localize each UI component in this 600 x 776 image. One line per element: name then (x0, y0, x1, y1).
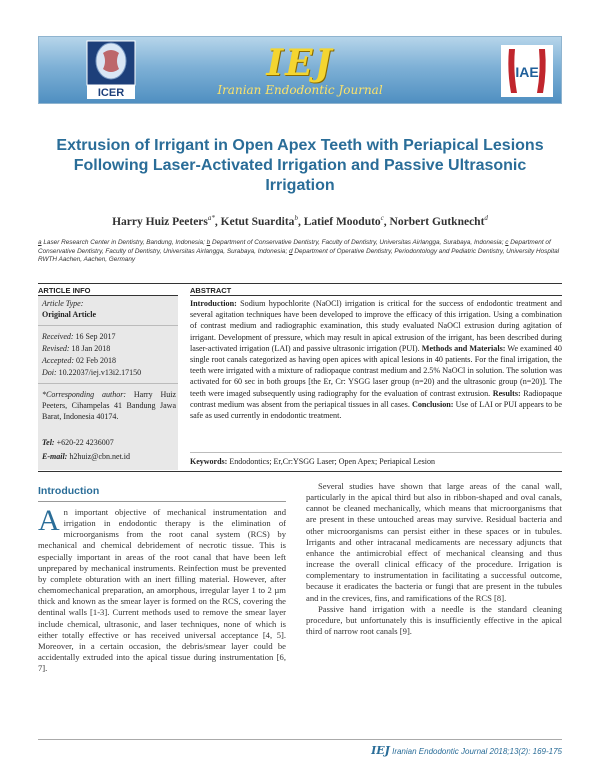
author-list: Harry Huiz Peeters$^{a*}$, Ketut Suardita$^b$, Latief Mooduto$^c$, Norbert Gutknecht$^d$ (112, 214, 488, 228)
divider (38, 471, 562, 472)
affiliation: Department of Conservative Dentistry, Faculty of Dentistry, Universitas Airlangga, Surabaya, Indonesia; (38, 239, 551, 255)
divider (38, 501, 286, 502)
affiliation: Laser Research Center in Dentistry, Bandung, Indonesia; (43, 239, 205, 246)
paragraph: Passive hand irrigation with a needle is the standard cleaning procedure, but unfortunately this is insufficiently effective in the apical third of narrow root canals [9]. (306, 603, 562, 637)
corresponding-address: Harry Huiz Peeters, Cihampelas 41 Bandung Jawa Barat, Indonesia 40174. (42, 390, 176, 421)
abstract-heading: ABSTRACT (190, 286, 232, 295)
affiliation: Department of Conservative Dentistry, Faculty of Dentistry, Universitas Airlangga, Surabaya, Indonesia; (211, 239, 504, 246)
drop-cap: A (38, 504, 60, 537)
article-info-panel: Article Type: Original Article Received: 16 Sep 2017 Revised: 18 Jan 2018 Accepted: 02 Feb 2018 Doi: 10.22037/iej.v13i2.17150 *Corresponding author: Harry Huiz Peeters, Cihampelas 41 Bandung Jawa Barat, Indonesia 40174. Tel: +620-22 4236007 E-mail: h2huiz@cbn.net.id (38, 296, 178, 470)
abstract-body: Introduction: Sodium hypochlorite (NaOCl) irrigation is critical for the success of endodontic treatment and several agitation techniques have been developed to improve the efficacy of this irrigation. Using a combination of contrast medium and radiographic examination, this study evaluated NaOCl extrusion during agitation of irrigant. Development of pressure, which may result in apical extrusion of the irrigant, has been described during laser-activated irrigation (LAI) and passive ultrasonic irrigation (PUI). Methods and Materials: We examined 40 single root canals categorized as having open apices with apical lesions in 40 patients. For the final irrigation, the teeth were irrigated with a mixture of radiopaque contrast medium and 2.5% NaOCl in solution. The solution was activated for 60 sec in both groups [the Er, Cr: YSGG laser group (n=20) and the ultrasonic group (n=20)]. The teeth were imaged subsequently using radiography for the evaluation of contrast extrusion. Results: Radiopaque contrast medium was absent from the periapical tissues in all cases. Conclusion: Use of LAI or PUI appears to be safe as used currently in endodontic treatment. (190, 299, 563, 421)
telephone: +620-22 4236007 (56, 438, 114, 447)
accepted-date: 02 Feb 2018 (75, 356, 116, 365)
article-type: Original Article (42, 310, 96, 319)
icer-logo-text: ICER (97, 87, 125, 99)
body-column-left (38, 504, 286, 674)
iae-logo-icon (501, 45, 553, 97)
journal-banner (38, 36, 562, 104)
author-sup: b (294, 214, 298, 222)
author-sup: c (380, 214, 384, 222)
introduction-heading: Introduction (38, 485, 100, 497)
journal-name: Iranian Endodontic Journal (217, 83, 383, 97)
affiliations: a Laser Research Center in Dentistry, Bandung, Indonesia; b Department of Conservative Dentistry, Faculty of Dentistry, Universitas Airlangga, Surabaya, Indonesia; c Department of Conservative Dentistry, Faculty of Dentistry, Universitas Airlangga, Surabaya, Indonesia; d Department of Operative Dentistry, Periodontology and Pediatric Dentistry, University Hospital RWTH Aachen, Aachen, Germany (38, 239, 560, 264)
author-name: Ketut Suardita (220, 215, 295, 228)
author-name: Harry Huiz Peeters (112, 215, 208, 228)
article-title: Extrusion of Irrigant in Open Apex Teeth with Periapical Lesions Following Laser-Activated Irrigation and Passive Ultrasonic Irrigation (56, 137, 544, 194)
author-sup: a* (207, 214, 215, 222)
divider (38, 325, 178, 326)
footer-citation: Iranian Endodontic Journal 2018;13(2): 169-175 (392, 747, 562, 756)
divider (38, 283, 562, 284)
divider (190, 295, 562, 296)
received-date: 16 Sep 2017 (75, 332, 116, 341)
paragraph: n important objective of mechanical instrumentation and irrigation in endodontic therapy is the elimination of microorganisms from the root canal system (RCS) by mechanical and chemical debridement of necrotic tissue. This is especially important in areas of the root canal that have been left unprepared by mechanical instruments. Reinfection must be prevented by complete obturation with an inert filling material. However, after chemomechanical preparation, an amorphous, irregular layer 1 to 2 µm thick and known as the smear layer is formed on the RCS, covering the dentinal walls [1-3]. Current methods used to remove the smear layer include chemical, ultrasonic, and laser techniques, none of which is either totally effective or has received universal acceptance [4, 5]. Moreover, in a certain occasion, the debris/smear layer could be accidentally extruded into the apical tissue during instrumentation [6, 7]. (38, 507, 286, 674)
author-sup: d (484, 214, 488, 222)
corresponding-label: *Corresponding author: (42, 390, 127, 399)
article-info-heading: ARTICLE INFO (38, 286, 91, 295)
divider (38, 739, 562, 740)
body-column-right (306, 481, 562, 637)
keywords: Keywords: Endodontics; Er,Cr:YSGG Laser; Open Apex; Periapical Lesion (190, 457, 435, 466)
divider (38, 383, 178, 384)
doi-link[interactable]: 10.22037/iej.v13i2.17150 (58, 368, 142, 377)
paragraph: Several studies have shown that large areas of the canal wall, particularly in the apical third but also in ribbon-shaped and oval canals, cannot be cleaned mechanically, which means that microorganisms that are present in these untouched areas may survive. Residual bacteria and other microorganisms can persist either in these spaces or in tubules. Irrigants and other intracanal medicaments are necessary adjuncts that enhance the antimicrobial effect of mechanical cleansing and thus increase the overall clinical efficacy of the procedure. Irrigation is complementary to instrumentation in facilitating a successful outcome, because it eradicates the bacteria or fungi that are present in the tubules and in the crevices, fins, and ramifications of the RCS [8]. (306, 481, 562, 603)
email-link[interactable]: h2huiz@cbn.net.id (69, 452, 131, 461)
revised-date: 18 Jan 2018 (71, 344, 111, 353)
page-footer (371, 744, 562, 757)
iae-logo-text: IAE (515, 64, 539, 80)
article-type-label: Article Type: (42, 299, 84, 308)
affiliation: Department of Operative Dentistry, Periodontology and Pediatric Dentistry, University Hospital RWTH Aachen, Aachen, Germany (38, 247, 560, 264)
author-name: Latief Mooduto (303, 215, 381, 228)
footer-brand: IEJ (371, 744, 390, 757)
author-name: Norbert Gutknecht (389, 215, 485, 228)
journal-abbrev: IEJ (266, 42, 334, 84)
divider (190, 452, 562, 453)
